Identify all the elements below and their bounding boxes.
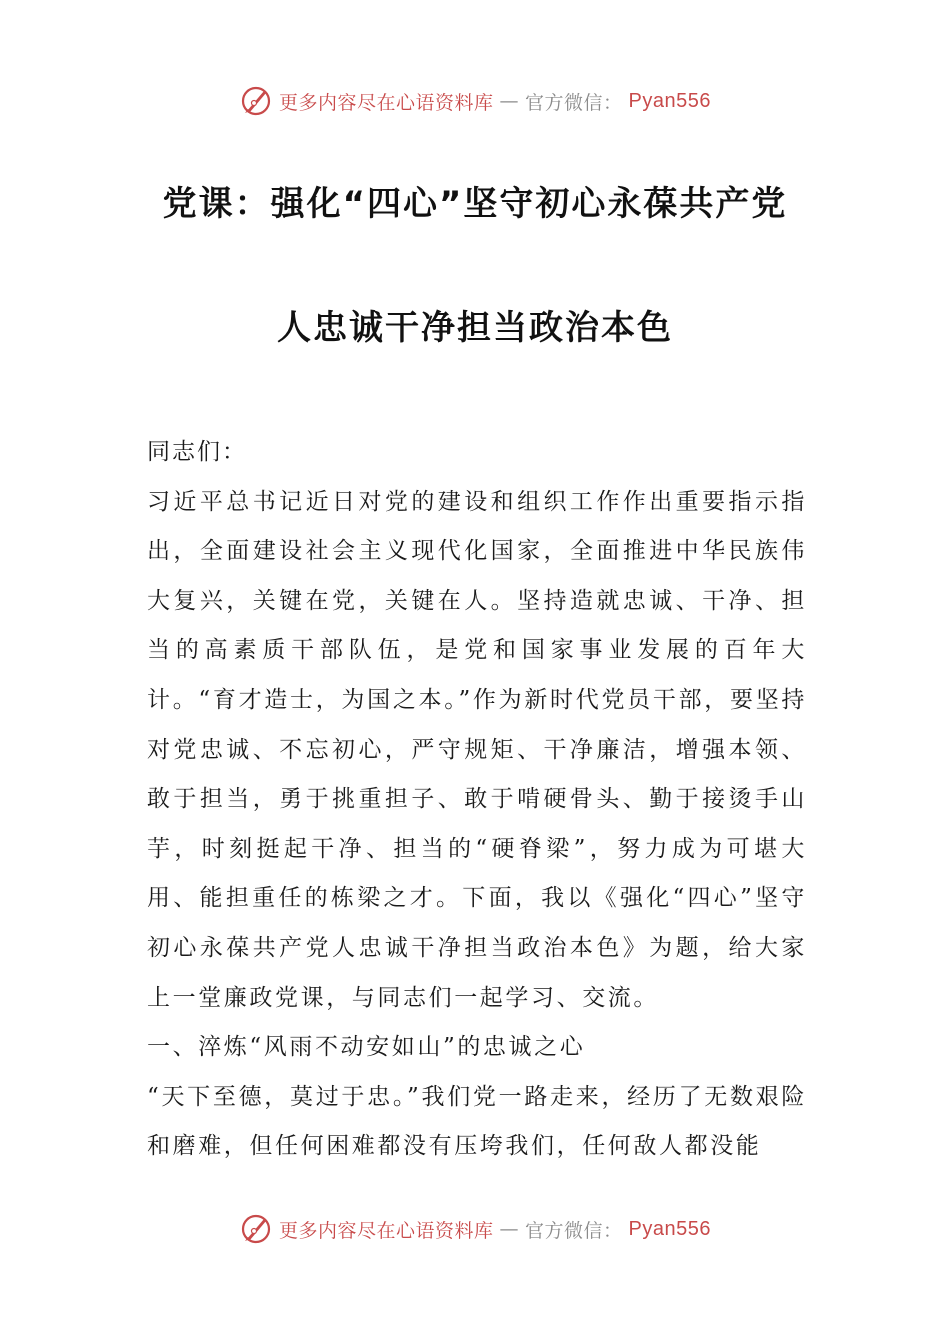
watermark-wechat-label: 官方微信： xyxy=(525,91,623,114)
quill-pen-icon xyxy=(239,84,273,118)
section-heading-1: 一、淬炼“风雨不动安如山”的忠诚之心 xyxy=(147,1034,586,1061)
watermark-wechat-label: 官方微信： xyxy=(525,1219,623,1242)
header-watermark xyxy=(0,84,950,118)
document-title-line-1: 党课：强化“四心”坚守初心永葆共产党 xyxy=(162,184,788,224)
footer-watermark xyxy=(0,1212,950,1246)
watermark-wechat-id: Pyan556 xyxy=(628,89,711,112)
body-paragraph-section-1: “天下至德，莫过于忠。”我们党一路走来，经历了无数艰险和磨难，但任何困难都没有压垮我们，任何敌人都没能 xyxy=(147,1083,807,1160)
salutation: 同志们： xyxy=(147,439,247,465)
watermark-dash: — xyxy=(499,90,520,112)
document-body xyxy=(147,428,807,1172)
watermark-dash: — xyxy=(499,1218,520,1240)
watermark-wechat-id: Pyan556 xyxy=(628,1217,711,1240)
document-title-line-2: 人忠诚干净担当政治本色 xyxy=(277,308,673,348)
watermark-site-text: 更多内容尽在心语资料库 xyxy=(279,91,494,114)
quill-pen-icon xyxy=(239,1212,273,1246)
watermark-site-text: 更多内容尽在心语资料库 xyxy=(279,1219,494,1242)
body-paragraph-intro: 习近平总书记近日对党的建设和组织工作作出重要指示指出，全面建设社会主义现代化国家，全面推进中华民族伟大复兴，关键在党，关键在人。坚持造就忠诚、干净、担当的高素质干部队伍，是党和国家事业发展的百年大计。“育才造士，为国之本。”作为新时代党员干部，要坚持对党忠诚、不忘初心，严守规矩、干净廉洁，增强本领、敢于担当，勇于挑重担子、敢于啃硬骨头、勤于接烫手山芋，时刻挺起干净、担当的“硬脊梁”，努力成为可堪大用、能担重任的栋梁之才。下面，我以《强化“四心”坚守初心永葆共产党人忠诚干净担当政治本色》为题，给大家上一堂廉政党课，与同志们一起学习、交流。 xyxy=(147,488,807,1011)
